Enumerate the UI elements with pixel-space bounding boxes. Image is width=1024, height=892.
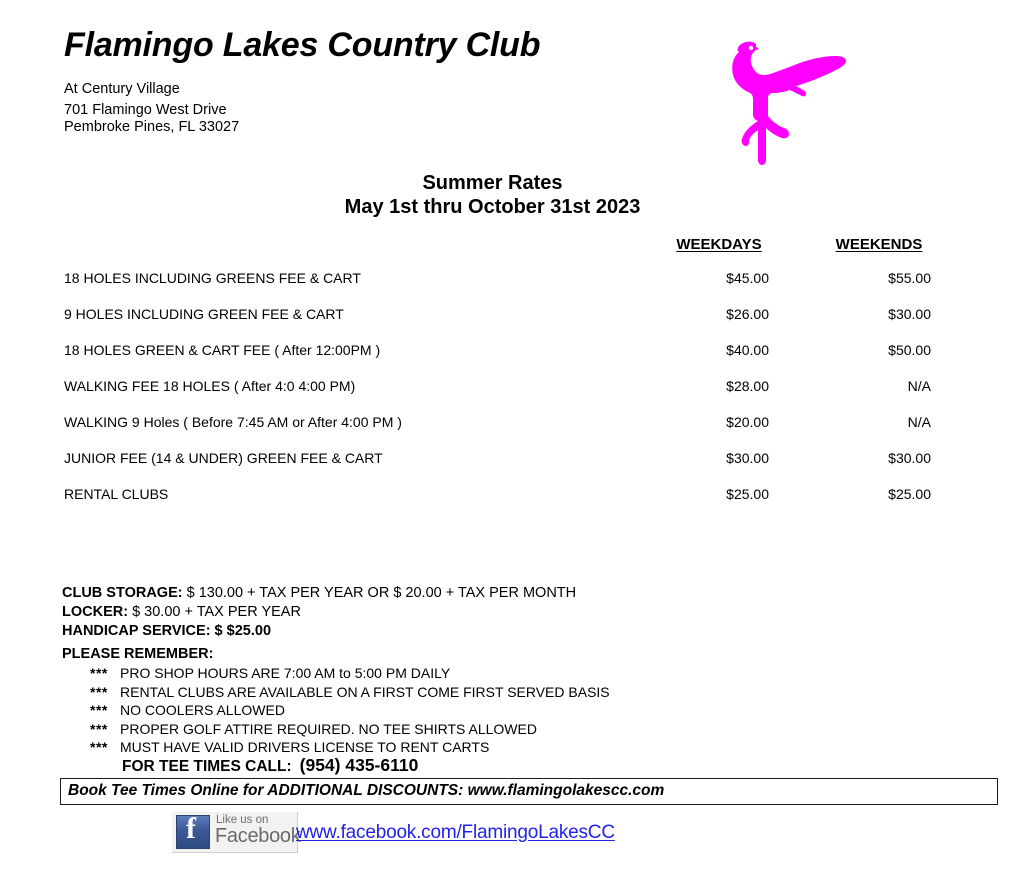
- table-row: [64, 368, 959, 404]
- bullet-marker: ***: [90, 665, 108, 681]
- list-item-label: MUST HAVE VALID DRIVERS LICENSE TO RENT CARTS: [120, 739, 490, 755]
- list-item-label: NO COOLERS ALLOWED: [120, 702, 285, 718]
- rate-description: JUNIOR FEE (14 & UNDER) GREEN FEE & CART: [64, 450, 383, 466]
- rate-weekday-price: $40.00: [726, 342, 769, 358]
- online-booking-text: Book Tee Times Online for ADDITIONAL DISCOUNTS: www.flamingolakescc.com: [68, 782, 665, 799]
- rate-weekend-price: $30.00: [888, 306, 931, 322]
- list-item-label: PRO SHOP HOURS ARE 7:00 AM to 5:00 PM DAILY: [120, 665, 451, 681]
- extra-fees-section: [62, 584, 576, 641]
- rate-weekend-price: $25.00: [888, 486, 931, 502]
- address-line-2: 701 Flamingo West Drive: [64, 102, 227, 118]
- flamingo-icon: [706, 22, 866, 167]
- rate-weekend-price: $55.00: [888, 270, 931, 286]
- please-remember-section: [62, 644, 610, 757]
- fee-label: HANDICAP SERVICE: $: [62, 623, 223, 639]
- table-row: [64, 332, 959, 368]
- rate-weekday-price: $30.00: [726, 450, 769, 466]
- table-row: [64, 404, 959, 440]
- facebook-icon: [176, 812, 210, 849]
- rate-weekend-price: N/A: [907, 414, 931, 430]
- rates-header-row: [64, 228, 959, 260]
- club-name-heading: Flamingo Lakes Country Club: [64, 26, 541, 64]
- rate-description: WALKING 9 Holes ( Before 7:45 AM or After 4:00 PM ): [64, 414, 402, 430]
- fee-label: CLUB STORAGE:: [62, 585, 183, 601]
- table-row: [64, 296, 959, 332]
- list-item: [62, 701, 610, 720]
- list-item: [62, 720, 610, 739]
- fee-line-locker: [62, 603, 576, 622]
- column-header-description: [64, 228, 639, 260]
- list-item-label: PROPER GOLF ATTIRE REQUIRED. NO TEE SHIRTS ALLOWED: [120, 720, 537, 737]
- table-row: [64, 476, 959, 512]
- facebook-url-link[interactable]: www.facebook.com/FlamingoLakesCC: [296, 822, 615, 843]
- address-line-3: Pembroke Pines, FL 33027: [64, 119, 240, 135]
- rate-description: 9 HOLES INCLUDING GREEN FEE & CART: [64, 306, 344, 322]
- fee-value: $ 130.00 + TAX PER YEAR OR $ 20.00 + TAX PER MONTH: [182, 585, 577, 601]
- list-item: [62, 683, 610, 702]
- rate-weekend-price: N/A: [907, 378, 931, 394]
- bullet-marker: ***: [90, 720, 108, 737]
- fee-value: $ 30.00 + TAX PER YEAR: [128, 604, 301, 620]
- table-row: [64, 440, 959, 476]
- rate-description: WALKING FEE 18 HOLES ( After 4:0 4:00 PM): [64, 378, 356, 394]
- tee-times-call-line: [122, 755, 418, 776]
- rate-weekday-price: $26.00: [726, 306, 769, 322]
- page-title-line-1: Summer Rates: [422, 172, 563, 194]
- tee-times-phone-number[interactable]: (954) 435-6110: [299, 755, 419, 775]
- rate-description: RENTAL CLUBS: [64, 486, 169, 502]
- rate-description: 18 HOLES INCLUDING GREENS FEE & CART: [64, 270, 361, 286]
- rates-table-body: [64, 260, 959, 512]
- column-header-weekdays: WEEKDAYS: [676, 235, 762, 253]
- list-item: [62, 664, 610, 683]
- tee-times-label: FOR TEE TIMES CALL:: [122, 758, 292, 775]
- rate-weekend-price: $50.00: [888, 342, 931, 358]
- bullet-marker: ***: [90, 739, 108, 755]
- facebook-wordmark: Facebook: [215, 825, 301, 847]
- list-item: [62, 738, 610, 757]
- column-header-weekends: WEEKENDS: [835, 235, 923, 253]
- facebook-f-glyph: f: [186, 812, 196, 845]
- table-row: [64, 260, 959, 296]
- rate-weekday-price: $20.00: [726, 414, 769, 430]
- rate-weekday-price: $28.00: [726, 378, 769, 394]
- bullet-marker: ***: [90, 683, 108, 700]
- rates-table: [64, 228, 959, 512]
- rate-weekend-price: $30.00: [888, 450, 931, 466]
- bullet-marker: ***: [90, 702, 108, 718]
- fee-line-club-storage: [62, 584, 576, 603]
- facebook-like-badge[interactable]: [172, 812, 301, 853]
- fee-value: $25.00: [222, 623, 272, 639]
- online-booking-box[interactable]: [60, 778, 998, 805]
- page-title-line-2: May 1st thru October 31st 2023: [344, 196, 641, 218]
- address-line-1: At Century Village: [64, 81, 180, 97]
- fee-label: LOCKER:: [62, 604, 129, 620]
- rate-weekday-price: $45.00: [726, 270, 769, 286]
- rate-weekday-price: $25.00: [726, 486, 769, 502]
- fee-line-handicap-service: [62, 622, 576, 641]
- rate-description: 18 HOLES GREEN & CART FEE ( After 12:00PM ): [64, 342, 381, 358]
- list-item-label: RENTAL CLUBS ARE AVAILABLE ON A FIRST COME FIRST SERVED BASIS: [120, 683, 610, 700]
- please-remember-heading: PLEASE REMEMBER:: [62, 646, 214, 662]
- facebook-like-text: Like us on: [216, 814, 269, 826]
- remember-bullet-list: [62, 664, 610, 757]
